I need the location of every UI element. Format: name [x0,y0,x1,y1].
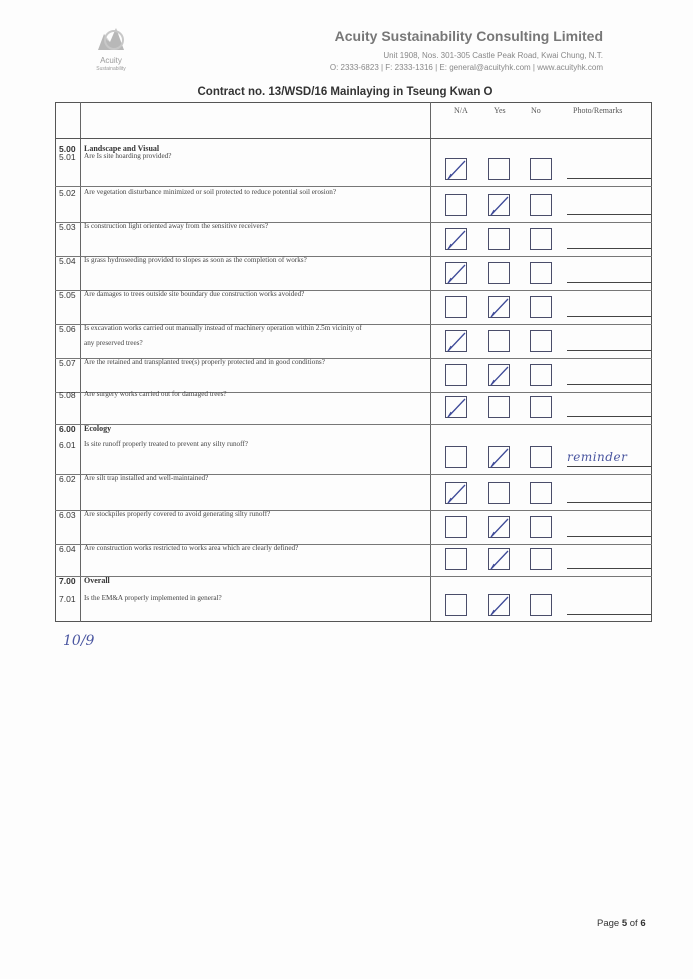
row-number: 5.01 [59,152,76,162]
company-name: Acuity Sustainability Consulting Limited [334,28,603,44]
remarks-line[interactable] [567,614,651,615]
checkbox-yes[interactable] [488,396,510,418]
remarks-line[interactable] [567,316,651,317]
checkbox-no[interactable] [530,594,552,616]
question-text-continued: any preserved trees? [84,339,143,347]
company-contacts: O: 2333-6823 | F: 2333-1316 | E: general@acuityhk.com | www.acuityhk.com [329,63,603,72]
question-text: Are construction works restricted to works area which are clearly defined? [84,544,299,552]
tick-mark-icon [446,397,468,419]
row-number: 5.02 [59,188,76,198]
row-number: 6.01 [59,440,76,450]
checkbox-no[interactable] [530,194,552,216]
row-number: 6.04 [59,544,76,554]
checkbox-no[interactable] [530,158,552,180]
row-number: 5.04 [59,256,76,266]
logo-tagline: Sustainability [96,66,126,72]
row-number: 7.01 [59,594,76,604]
question-text: Are the retained and transplanted tree(s) properly protected and in good conditions? [84,358,325,366]
question-text: Are vegetation disturbance minimized or soil protected to reduce potential soil erosion? [84,188,337,196]
row-number: 5.05 [59,290,76,300]
question-text: Are silt trap installed and well-maintained? [84,474,209,482]
checkbox-yes[interactable] [488,158,510,180]
page-current: 5 [621,918,628,929]
row-divider [55,424,652,425]
checkbox-no[interactable] [530,296,552,318]
remarks-line[interactable] [567,248,651,249]
question-text: Is the EM&A properly implemented in general? [84,594,222,602]
company-address: Unit 1908, Nos. 301-305 Castle Peak Road, Kwai Chung, N.T. [383,51,603,60]
remarks-line[interactable] [567,178,651,179]
column-header-na: N/A [454,106,468,115]
remarks-line[interactable] [567,384,651,385]
remarks-line[interactable] [567,282,651,283]
handwritten-date: 10/9 [63,633,95,649]
tick-mark-icon [446,159,468,181]
checkbox-no[interactable] [530,446,552,468]
checkbox-no[interactable] [530,228,552,250]
remarks-line[interactable] [567,568,651,569]
remarks-line[interactable] [567,536,651,537]
question-text: Are Is site hoarding provided? [84,152,172,160]
section-title: Ecology [84,424,112,433]
tick-mark-icon [489,517,511,539]
checkbox-no[interactable] [530,364,552,386]
section-title: Landscape and Visual [84,144,160,153]
row-number: 5.03 [59,222,76,232]
row-divider [55,576,652,577]
checkbox-no[interactable] [530,548,552,570]
row-number: 6.03 [59,510,76,520]
checkbox-yes[interactable] [488,194,510,216]
question-text: Are damages to trees outside site boundary due construction works avoided? [84,290,305,298]
checkbox-na[interactable] [445,482,467,504]
contract-title: Contract no. 13/WSD/16 Mainlaying in Tseung Kwan O [197,86,493,98]
logo-word: Acuity [100,56,122,65]
checkbox-na[interactable] [445,262,467,284]
page-prefix: Page [597,918,622,929]
row-number: 5.08 [59,390,76,400]
remarks-line[interactable] [567,350,651,351]
question-text: Are stockpiles properly covered to avoid generating silty runoff? [84,510,271,518]
checkbox-yes[interactable] [488,364,510,386]
checkbox-no[interactable] [530,516,552,538]
page-of: of [627,918,641,929]
checkbox-yes[interactable] [488,446,510,468]
column-header-no: No [531,106,541,115]
checkbox-na[interactable] [445,194,467,216]
remarks-line[interactable] [567,466,651,467]
question-text: Is grass hydroseeding provided to slopes as soon as the completion of works? [84,256,307,264]
checkbox-no[interactable] [530,262,552,284]
checkbox-na[interactable] [445,364,467,386]
checkbox-yes[interactable] [488,548,510,570]
question-text: Are surgery works carried out for damaged trees? [84,390,227,398]
tick-mark-icon [446,331,468,353]
page-total: 6 [640,918,646,929]
checkbox-na[interactable] [445,548,467,570]
checkbox-na[interactable] [445,296,467,318]
checkbox-yes[interactable] [488,482,510,504]
checkbox-yes[interactable] [488,228,510,250]
header-row-divider [55,138,652,139]
checkbox-na[interactable] [445,228,467,250]
tick-mark-icon [446,483,468,505]
row-number: 7.00 [59,576,76,586]
checkbox-na[interactable] [445,158,467,180]
remarks-line[interactable] [567,502,651,503]
tick-mark-icon [446,229,468,251]
handwritten-remark: reminder [567,450,628,464]
row-number: 6.00 [59,424,76,434]
remarks-line[interactable] [567,214,651,215]
checkbox-na[interactable] [445,594,467,616]
checkbox-na[interactable] [445,396,467,418]
tick-mark-icon [446,263,468,285]
checkbox-no[interactable] [530,482,552,504]
question-text: Is construction light oriented away from the sensitive receivers? [84,222,269,230]
checkbox-yes[interactable] [488,296,510,318]
tick-mark-icon [489,195,511,217]
section-title: Overall [84,576,110,585]
column-header-remarks: Photo/Remarks [573,106,623,115]
checkbox-no[interactable] [530,396,552,418]
checkbox-yes[interactable] [488,262,510,284]
checkbox-yes[interactable] [488,330,510,352]
row-number: 5.00 [59,144,76,154]
checkbox-na[interactable] [445,516,467,538]
logo-wordmark [78,56,144,74]
checkbox-na[interactable] [445,446,467,468]
checkbox-yes[interactable] [488,594,510,616]
tick-mark-icon [489,365,511,387]
row-number: 5.07 [59,358,76,368]
question-text: Is site runoff properly treated to prevent any silty runoff? [84,440,248,448]
remarks-line[interactable] [567,416,651,417]
tick-mark-icon [489,447,511,469]
row-divider [55,186,652,187]
page-number [597,918,646,929]
checkbox-na[interactable] [445,330,467,352]
row-number: 6.02 [59,474,76,484]
checkbox-no[interactable] [530,330,552,352]
tick-mark-icon [489,549,511,571]
tick-mark-icon [489,595,511,617]
column-header-yes: Yes [494,106,506,115]
checkbox-yes[interactable] [488,516,510,538]
question-text: Is excavation works carried out manually instead of machinery operation within 2.5m vicinity of [84,324,362,332]
tick-mark-icon [489,297,511,319]
row-number: 5.06 [59,324,76,334]
